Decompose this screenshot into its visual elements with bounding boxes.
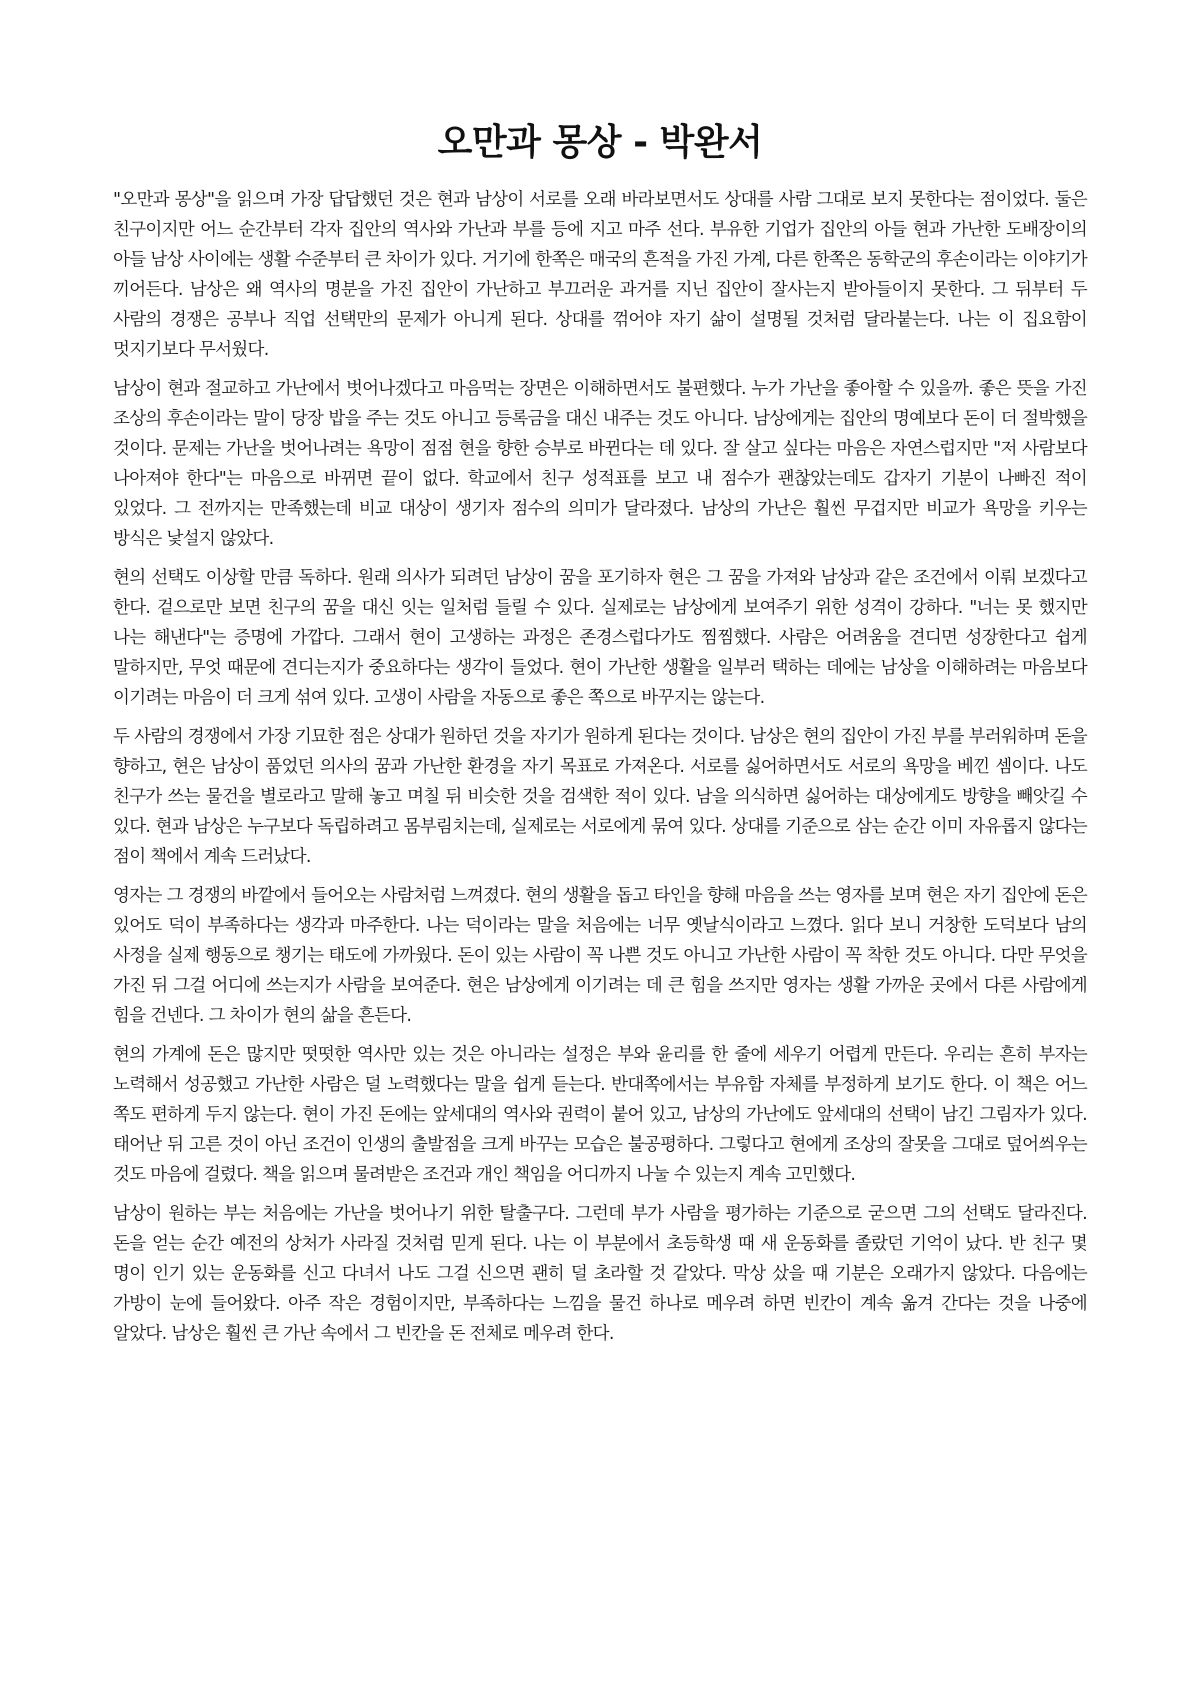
essay-paragraph: 현의 가계에 돈은 많지만 떳떳한 역사만 있는 것은 아니라는 설정은 부와 윤리를 한 줄에 세우기 어렵게 만든다. 우리는 흔히 부자는 노력해서 성공했고 가난한 사람은 덜 노력했다는 말을 쉽게 듣는다. 반대쪽에서는 부유함 자체를 부정하게 보기도 한다. 이 책은 어느 쪽도 편하게 두지 않는다. 현이 가진 돈에는 앞세대의 역사와 권력이 붙어 있고, 남상의 가난에도 앞세대의 선택이 남긴 그림자가 있다. 태어난 뒤 고른 것이 아닌 조건이 인생의 출발점을 크게 바꾸는 모습은 불공평하다. 그렇다고 현에게 조상의 잘못을 그대로 덮어씌우는 것도 마음에 걸렸다. 책을 읽으며 물려받은 조건과 개인 책임을 어디까지 나눌 수 있는지 계속 고민했다.	[113, 1045, 1087, 1185]
essay-paragraph: 남상이 현과 절교하고 가난에서 벗어나겠다고 마음먹는 장면은 이해하면서도 불편했다. 누가 가난을 좋아할 수 있을까. 좋은 뜻을 가진 조상의 후손이라는 말이 당장 밥을 주는 것도 아니고 등록금을 대신 내주는 것도 아니다. 남상에게는 집안의 명예보다 돈이 더 절박했을 것이다. 문제는 가난을 벗어나려는 욕망이 점점 현을 향한 승부로 바뀐다는 데 있다. 잘 살고 싶다는 마음은 자연스럽지만 "저 사람보다 나아져야 한다"는 마음으로 바뀌면 끝이 없다. 학교에서 친구 성적표를 보고 내 점수가 괜찮았는데도 갑자기 기분이 나빠진 적이 있었다. 그 전까지는 만족했는데 비교 대상이 생기자 점수의 의미가 달라졌다. 남상의 가난은 훨씬 무겁지만 비교가 욕망을 키우는 방식은 낯설지 않았다.	[113, 379, 1087, 549]
essay-paragraph: 두 사람의 경쟁에서 가장 기묘한 점은 상대가 원하던 것을 자기가 원하게 된다는 것이다. 남상은 현의 집안이 가진 부를 부러워하며 돈을 향하고, 현은 남상이 품었던 의사의 꿈과 가난한 환경을 자기 목표로 가져온다. 서로를 싫어하면서도 서로의 욕망을 베낀 셈이다. 나도 친구가 쓰는 물건을 별로라고 말해 놓고 며칠 뒤 비슷한 것을 검색한 적이 있다. 남을 의식하면 싫어하는 대상에게도 방향을 빼앗길 수 있다. 현과 남상은 누구보다 독립하려고 몸부림치는데, 실제로는 서로에게 묶여 있다. 상대를 기준으로 삼는 순간 이미 자유롭지 않다는 점이 책에서 계속 드러났다.	[113, 727, 1087, 867]
essay-paragraph: 영자는 그 경쟁의 바깥에서 들어오는 사람처럼 느껴졌다. 현의 생활을 돕고 타인을 향해 마음을 쓰는 영자를 보며 현은 자기 집안에 돈은 있어도 덕이 부족하다는 생각과 마주한다. 나는 덕이라는 말을 처음에는 너무 옛날식이라고 느꼈다. 읽다 보니 거창한 도덕보다 남의 사정을 실제 행동으로 챙기는 태도에 가까웠다. 돈이 있는 사람이 꼭 나쁜 것도 아니고 가난한 사람이 꼭 착한 것도 아니다. 다만 무엇을 가진 뒤 그걸 어디에 쓰는지가 사람을 보여준다. 현은 남상에게 이기려는 데 큰 힘을 쓰지만 영자는 생활 가까운 곳에서 다른 사람에게 힘을 건넨다. 그 차이가 현의 삶을 흔든다.	[113, 886, 1087, 1026]
essay-paragraph: 현의 선택도 이상할 만큼 독하다. 원래 의사가 되려던 남상이 꿈을 포기하자 현은 그 꿈을 가져와 남상과 같은 조건에서 이뤄 보겠다고 한다. 겉으로만 보면 친구의 꿈을 대신 잇는 일처럼 들릴 수 있다. 실제로는 남상에게 보여주기 위한 성격이 강하다. "너는 못 했지만 나는 해낸다"는 증명에 가깝다. 그래서 현이 고생하는 과정은 존경스럽다가도 찜찜했다. 사람은 어려움을 견디면 성장한다고 쉽게 말하지만, 무엇 때문에 견디는지가 중요하다는 생각이 들었다. 현이 가난한 생활을 일부러 택하는 데에는 남상을 이해하려는 마음보다 이기려는 마음이 더 크게 섞여 있다. 고생이 사람을 자동으로 좋은 쪽으로 바꾸지는 않는다.	[113, 568, 1087, 708]
essay-paragraph: "오만과 몽상"을 읽으며 가장 답답했던 것은 현과 남상이 서로를 오래 바라보면서도 상대를 사람 그대로 보지 못한다는 점이었다. 둘은 친구이지만 어느 순간부터 각자 집안의 역사와 가난과 부를 등에 지고 마주 선다. 부유한 기업가 집안의 아들 현과 가난한 도배장이의 아들 남상 사이에는 생활 수준부터 큰 차이가 있다. 거기에 한쪽은 매국의 흔적을 가진 가계, 다른 한쪽은 동학군의 후손이라는 이야기가 끼어든다. 남상은 왜 역사의 명분을 가진 집안이 가난하고 부끄러운 과거를 지닌 집안이 잘사는지 받아들이지 못한다. 그 뒤부터 두 사람의 경쟁은 공부나 직업 선택만의 문제가 아니게 된다. 상대를 꺾어야 자기 삶이 설명될 것처럼 달라붙는다. 나는 이 집요함이 멋지기보다 무서웠다.	[113, 190, 1087, 360]
essay-paragraph: 남상이 원하는 부는 처음에는 가난을 벗어나기 위한 탈출구다. 그런데 부가 사람을 평가하는 기준으로 굳으면 그의 선택도 달라진다. 돈을 얻는 순간 예전의 상처가 사라질 것처럼 믿게 된다. 나는 이 부분에서 초등학생 때 새 운동화를 졸랐던 기억이 났다. 반 친구 몇 명이 인기 있는 운동화를 신고 다녀서 나도 그걸 신으면 괜히 덜 초라할 것 같았다. 막상 샀을 때 기분은 오래가지 않았다. 다음에는 가방이 눈에 들어왔다. 아주 작은 경험이지만, 부족하다는 느낌을 물건 하나로 메우려 하면 빈칸이 계속 옮겨 간다는 것을 나중에 알았다. 남상은 훨씬 큰 가난 속에서 그 빈칸을 돈 전체로 메우려 한다.	[113, 1204, 1087, 1344]
document-title: 오만과 몽상 - 박완서	[437, 122, 763, 163]
essay-body	[113, 185, 1087, 1349]
